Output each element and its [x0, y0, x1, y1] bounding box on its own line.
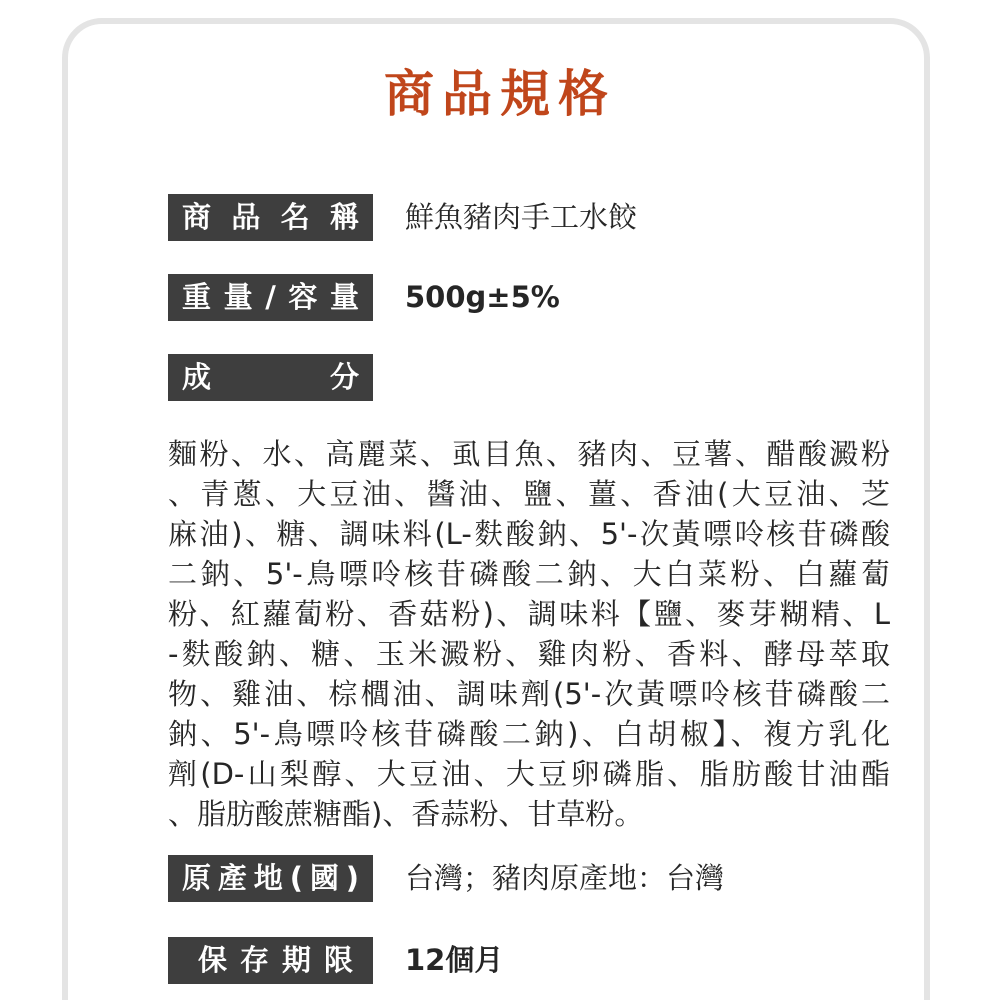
product-name-label: 商品名稱	[168, 194, 373, 241]
ingredients-line: 麵粉、水、高麗菜、虱目魚、豬肉、豆薯、醋酸澱粉	[168, 437, 890, 471]
ingredients-line: 鈉、5'-鳥嘌呤核苷磷酸二鈉)、白胡椒】、複方乳化	[168, 717, 890, 751]
origin-value: 台灣；豬肉原產地：台灣	[405, 861, 725, 895]
weight-label: 重量/容量	[168, 274, 373, 321]
ingredients-line: 二鈉、5'-鳥嘌呤核苷磷酸二鈉、大白菜粉、白蘿蔔	[168, 557, 890, 591]
page-title: 商品規格	[384, 65, 616, 123]
ingredients-line: 、脂肪酸蔗糖酯)、香蒜粉、甘草粉。	[168, 797, 644, 831]
ingredients-line: 、青蔥、大豆油、醬油、鹽、薑、香油(大豆油、芝	[168, 477, 890, 511]
shelf-life-value: 12個月	[405, 943, 504, 977]
shelf-life-label: 保存期限	[168, 937, 373, 984]
ingredients-line: 麻油)、糖、調味料(L-麩酸鈉、5'-次黃嘌呤核苷磷酸	[168, 517, 890, 551]
origin-label: 原產地(國)	[168, 855, 373, 902]
ingredients-line: -麩酸鈉、糖、玉米澱粉、雞肉粉、香料、酵母萃取	[168, 637, 890, 671]
weight-value: 500g±5%	[405, 280, 560, 314]
ingredients-line: 粉、紅蘿蔔粉、香菇粉)、調味料【鹽、麥芽糊精、L	[168, 597, 890, 631]
ingredients-label: 成 分	[168, 354, 373, 401]
ingredients-text	[168, 434, 890, 834]
product-name-value: 鮮魚豬肉手工水餃	[405, 200, 638, 234]
ingredients-line: 物、雞油、棕櫚油、調味劑(5'-次黃嘌呤核苷磷酸二	[168, 677, 890, 711]
ingredients-line: 劑(D-山梨醇、大豆油、大豆卵磷脂、脂肪酸甘油酯	[168, 757, 890, 791]
